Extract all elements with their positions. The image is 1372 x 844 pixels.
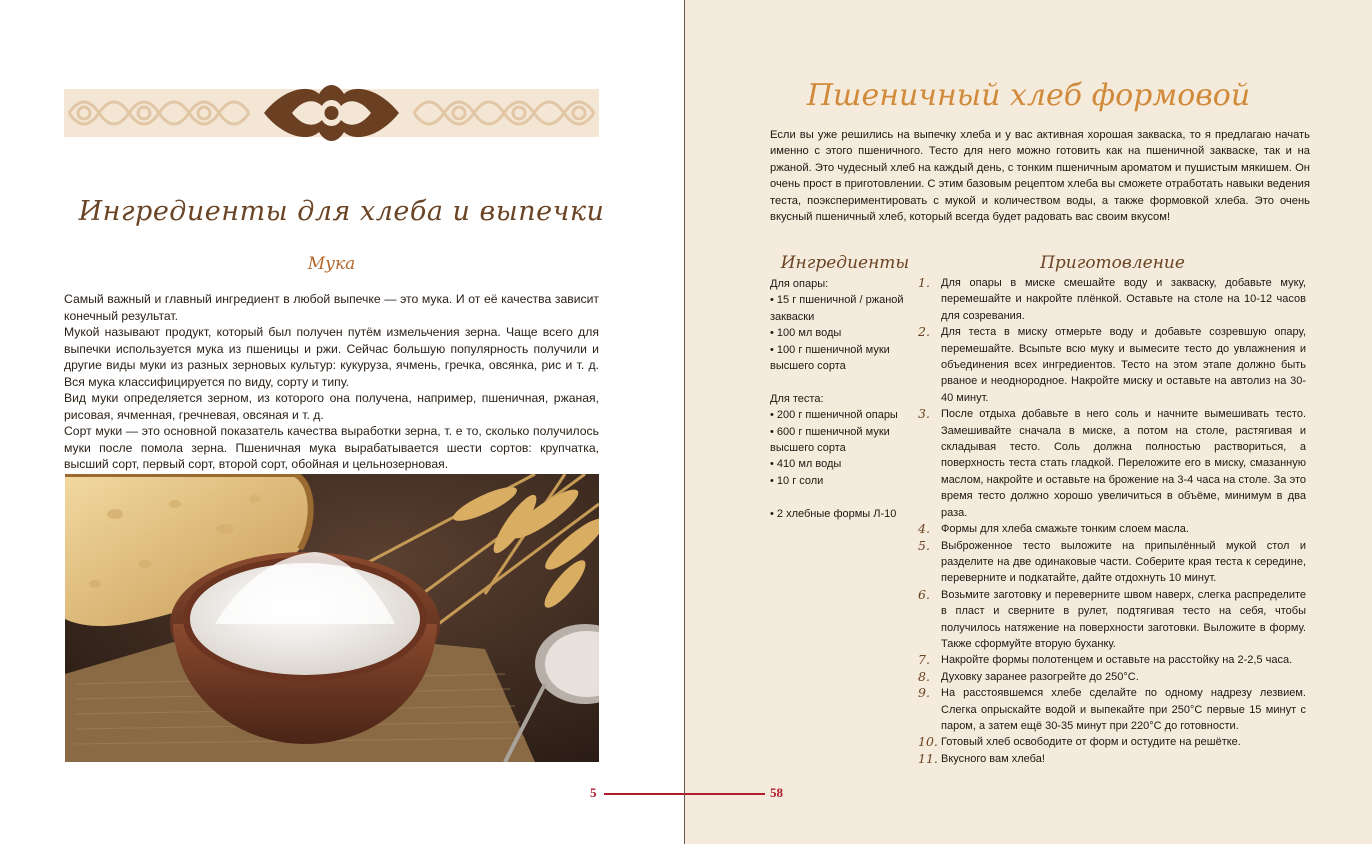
ingredient-item: • 2 хлебные формы Л-10 bbox=[770, 507, 897, 520]
ingredient-group-title: Для теста: bbox=[770, 392, 824, 405]
ingredient-item: • 410 мл воды bbox=[770, 458, 842, 471]
book-spine bbox=[684, 0, 685, 844]
flour-description bbox=[64, 291, 599, 473]
preparation-steps bbox=[918, 275, 1306, 767]
paragraph: Мукой называют продукт, который был получен путём измельчения зерна. Чаще всего для выпечки используется мука из пшеницы и ржи. Сейчас большую популярность получили и другие виды муки из разных зерновых культур: кукуруза, ячмень, гречка, овсянка, рис и т. д. Вся мука классифицируется по виду, сорту и типу. bbox=[64, 325, 599, 389]
step-item bbox=[918, 406, 1306, 521]
step-text: Духовку заранее разогрейте до 250°С. bbox=[941, 670, 1139, 683]
step-text: Вкусного вам хлеба! bbox=[941, 752, 1045, 765]
section-subtitle: Мука bbox=[307, 254, 356, 274]
step-number: 5. bbox=[918, 537, 930, 553]
page-number: 5 bbox=[590, 785, 597, 800]
paragraph: Самый важный и главный ингредиент в любой выпечке — это мука. И от её качества зависит конечный результат. bbox=[64, 292, 599, 323]
step-item bbox=[918, 324, 1306, 406]
step-item bbox=[918, 751, 1306, 767]
step-text: Для теста в миску отмерьте воду и добавьте созревшую опару, перемешайте. Всыпьте всю муку и вымесите тесто до увлажнения и объединения всех ингредиентов. Тесто на этом этапе должно быть рваное и неоднородное. Накройте миску и оставьте на автолиз на 30-40 минут. bbox=[941, 326, 1306, 404]
ingredients-list bbox=[770, 276, 910, 522]
paragraph: Вид муки определяется зерном, из которого она получена, например, пшеничная, ржаная, рисовая, ячменная, гречневая, овсяная и т. д. bbox=[64, 391, 599, 422]
ingredient-item: • 100 мл воды bbox=[770, 327, 842, 340]
ingredient-item: • 600 г пшеничной муки высшего сорта bbox=[770, 425, 890, 455]
step-text: Для опары в миске смешайте воду и закваску, добавьте муку, перемешайте и накройте плёнкой. Оставьте на столе на 10-12 часов для созревания. bbox=[941, 277, 1306, 322]
ingredient-item: • 100 г пшеничной муки высшего сорта bbox=[770, 343, 890, 373]
step-item bbox=[918, 669, 1306, 685]
step-number: 1. bbox=[918, 275, 930, 290]
step-text: Выброженное тесто выложите на припылённый мукой стол и разделите на две одинаковые части. Соберите края теста к середине, переверните и подкатайте, дайте отдохнуть 10 минут. bbox=[941, 539, 1306, 585]
ingredient-item: • 10 г соли bbox=[770, 474, 824, 487]
step-text: Накройте формы полотенцем и оставьте на расстойку на 2-2,5 часа. bbox=[941, 654, 1293, 667]
step-text: Готовый хлеб освободите от форм и остудите на решётке. bbox=[941, 736, 1241, 749]
ingredients-heading: Ингредиенты bbox=[780, 253, 910, 273]
step-text: На расстоявшемся хлебе сделайте по одному надрезу лезвием. Слегка опрыскайте водой и выпекайте при 250°С первые 15 минут с паром, а затем ещё 30-35 минут при 220°С до готовности. bbox=[941, 687, 1306, 732]
step-text: Возьмите заготовку и переверните швом наверх, слегка распределите в пласт и сверните в рулет, подтягивая тесто на себя, чтобы получилось натяжение на поверхности заготовки. Выложите в форму. Также сформуйте вторую буханку. bbox=[941, 588, 1306, 650]
step-item bbox=[918, 652, 1306, 668]
page-number-line bbox=[685, 793, 765, 795]
step-number: 9. bbox=[918, 685, 930, 701]
ingredient-item: • 15 г пшеничной / ржаной закваски bbox=[770, 294, 904, 323]
step-number: 8. bbox=[918, 668, 930, 684]
recipe-title: Пшеничный хлеб формовой bbox=[806, 78, 1251, 113]
page-title: Ингредиенты для хлеба и выпечки bbox=[78, 196, 605, 227]
ingredient-item: • 200 г пшеничной опары bbox=[770, 409, 898, 422]
step-item bbox=[918, 587, 1306, 653]
step-number: 7. bbox=[918, 652, 930, 668]
step-item bbox=[918, 685, 1306, 734]
flour-bowl-photo bbox=[65, 474, 599, 762]
step-item bbox=[918, 538, 1306, 587]
page-number-line bbox=[604, 793, 684, 795]
ingredient-group-title: Для опары: bbox=[770, 278, 829, 290]
step-number: 10. bbox=[918, 734, 938, 750]
kazakh-ornament-icon bbox=[64, 80, 599, 146]
step-number: 2. bbox=[918, 324, 930, 340]
step-number: 6. bbox=[918, 586, 930, 602]
preparation-heading: Приготовление bbox=[1040, 253, 1185, 273]
paragraph: Сорт муки — это основной показатель качества выработки зерна, т. е то, сколько получилось муки после помола зерна. Пшеничная мука вырабатывается шести сортов: крупчатка, высший сорт, первый сорт, второй сорт, обойная и цельнозерновая. bbox=[64, 424, 599, 471]
step-text: После отдыха добавьте в него соль и начните вымешивать тесто. Замешивайте сначала в миске, а потом на столе, растягивая и складывая тесто. Соль должна полностью раствориться, а поверхность теста стать гладкой. Переложите его в миску, смазанную маслом, накройте и оставьте на брожение на 3-4 часа на столе. За это время тесто должно хорошо увеличиться в объёме, минимум в два раза. bbox=[941, 408, 1306, 519]
step-item bbox=[918, 734, 1306, 750]
step-item bbox=[918, 521, 1306, 537]
step-number: 11. bbox=[918, 750, 938, 766]
step-text: Формы для хлеба смажьте тонким слоем масла. bbox=[941, 523, 1189, 536]
recipe-intro: Если вы уже решились на выпечку хлеба и у вас активная хорошая закваска, то я предлагаю начать именно с этого пшеничного. Тесто для него можно готовить как на пшеничной закваске, так и на ржаной. Это чудесный хлеб на каждый день, с тонким пшеничным ароматом и пушистым мякишем. Он очень прост в приготовлении. С этим базовым рецептом хлеба вы сможете отработать навыки ведения теста, поэкспериментировать с мукой и количеством воды, а также формовкой хлеба. Это очень вкусный пшеничный хлеб, который всегда будет радовать вас своим вкусом! bbox=[770, 129, 1310, 224]
step-item bbox=[918, 275, 1306, 324]
page-number: 58 bbox=[770, 785, 783, 800]
step-number: 3. bbox=[918, 406, 930, 422]
step-number: 4. bbox=[918, 521, 930, 537]
